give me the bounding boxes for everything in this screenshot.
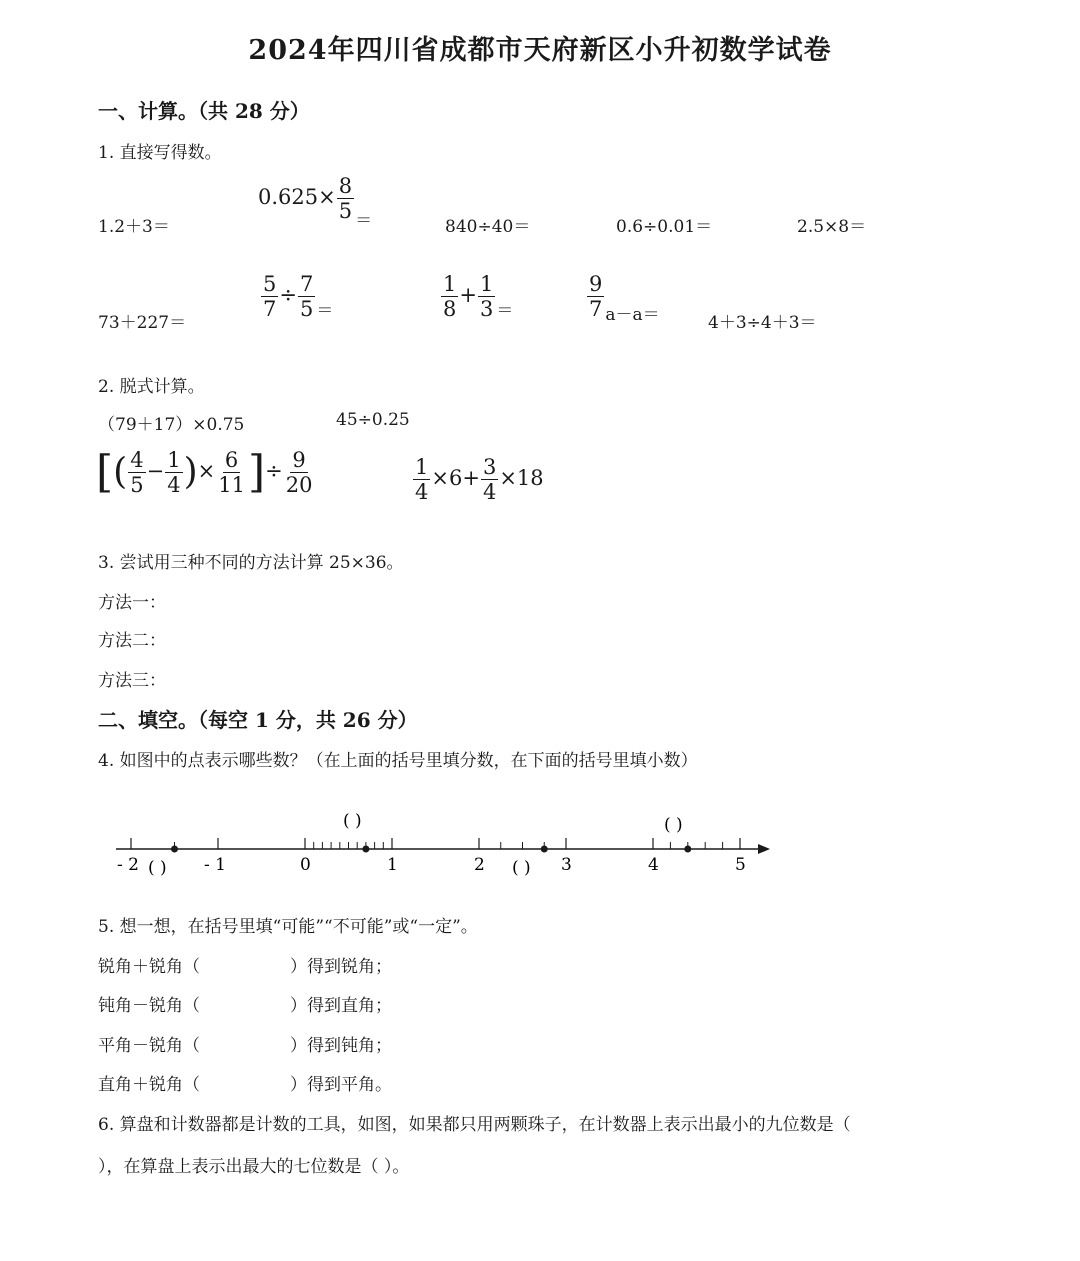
fraction: [481, 455, 498, 504]
number-line: [110, 800, 780, 890]
q5-line-4-right: ）得到平角。: [290, 1075, 392, 1095]
q1-expr-7-suffix: ＝: [316, 301, 334, 322]
q5-line-2-right: ）得到直角；: [290, 996, 392, 1016]
fraction: [413, 455, 430, 504]
fraction-denominator: 20: [285, 473, 313, 498]
fraction: [478, 272, 495, 321]
fraction-numerator: 9: [292, 448, 306, 472]
paren-open: (: [113, 451, 128, 493]
q2-expr-2: 45÷0.25: [336, 410, 410, 430]
fraction-numerator: 1: [443, 272, 457, 296]
operator: ÷: [279, 283, 297, 308]
paren-close: ): [183, 451, 198, 493]
q3-method-2: 方法二：: [98, 631, 166, 651]
q2-expr-4: [412, 455, 544, 504]
question-3-label: 3. 尝试用三种不同的方法计算 25×36。: [98, 553, 404, 573]
fraction-denominator: 4: [167, 473, 181, 498]
q1-expr-5: 2.5×8＝: [797, 217, 867, 237]
q1-expr-2: [258, 174, 372, 231]
operator: ×: [197, 459, 216, 484]
fraction-denominator: 4: [482, 480, 497, 505]
fraction-numerator: 8: [338, 174, 353, 198]
number-line-point: [171, 846, 178, 853]
fraction-numerator: 1: [167, 448, 181, 472]
q5-line-3-right: ）得到钝角；: [290, 1036, 392, 1056]
tick-label: 1: [387, 855, 398, 875]
question-2-label: 2. 脱式计算。: [98, 377, 205, 397]
fraction-denominator: 11: [218, 473, 245, 498]
q5-line-1-left: 锐角＋锐角（: [98, 957, 200, 977]
q2-expr-4-mid: ×6+: [431, 466, 480, 491]
tick-label: - 1: [204, 855, 226, 875]
operator: +: [459, 283, 477, 308]
fraction-denominator: 7: [589, 297, 603, 322]
fraction-denominator: 7: [263, 297, 277, 322]
operator: ÷: [265, 459, 283, 484]
q2-expr-1: （79＋17）×0.75: [98, 415, 245, 435]
bracket-open: [: [96, 446, 114, 498]
q5-line-4-left: 直角＋锐角（: [98, 1075, 200, 1095]
q5-line-1-right: ）得到锐角；: [290, 957, 392, 977]
fraction: [216, 448, 247, 497]
tick-label: 0: [300, 855, 311, 875]
blank-below-2: ( ): [512, 858, 531, 878]
number-line-point: [684, 846, 691, 853]
q1-expr-2-suffix: ＝: [355, 211, 373, 232]
fraction-numerator: 3: [482, 455, 497, 479]
bracket-close: ]: [247, 446, 266, 498]
q3-method-3: 方法三：: [98, 671, 166, 691]
q1-expr-10: 4＋3÷4＋3＝: [708, 313, 817, 333]
question-1-label: 1. 直接写得数。: [98, 143, 222, 163]
fraction: [284, 448, 315, 497]
question-6-line-2: ），在算盘上表示出最大的七位数是（ ）。: [98, 1157, 410, 1177]
fraction-numerator: 1: [415, 455, 429, 479]
section-2-heading: 二、填空。（每空 1 分，共 26 分）: [98, 708, 418, 732]
fraction-denominator: 4: [415, 480, 429, 505]
fraction: [441, 272, 458, 321]
fraction-denominator: 5: [338, 199, 353, 224]
fraction-denominator: 8: [443, 297, 457, 322]
tick-label: 5: [735, 855, 746, 875]
question-6-line-1: 6. 算盘和计数器都是计数的工具，如图，如果都只用两颗珠子，在计数器上表示出最小的九位数是（: [98, 1115, 851, 1135]
fraction-denominator: 5: [299, 297, 314, 322]
operator: −: [146, 459, 165, 484]
q1-expr-7: [260, 272, 333, 321]
blank-above-1: ( ): [343, 811, 362, 831]
q1-expr-2-prefix: 0.625×: [258, 185, 336, 210]
section-1-heading: 一、计算。（共 28 分）: [98, 99, 310, 123]
q2-expr-3: [96, 448, 315, 497]
fraction-numerator: 9: [589, 272, 603, 296]
number-line-point: [541, 846, 548, 853]
fraction: [128, 448, 145, 497]
tick-label: 3: [561, 855, 572, 875]
tick-label: 4: [648, 855, 659, 875]
number-line-point: [362, 846, 369, 853]
number-line-arrow: [758, 844, 770, 854]
fraction: [587, 272, 604, 321]
q5-line-2-left: 钝角－锐角（: [98, 996, 200, 1016]
blank-above-2: ( ): [664, 815, 683, 835]
page-title: 2024年四川省成都市天府新区小升初数学试卷: [248, 35, 832, 66]
fraction-numerator: 7: [299, 272, 314, 296]
q1-expr-2-fraction: [337, 174, 354, 223]
blank-below-1: ( ): [148, 858, 167, 878]
fraction-numerator: 1: [479, 272, 494, 296]
tick-label: 2: [474, 855, 485, 875]
q5-line-3-left: 平角－锐角（: [98, 1036, 200, 1056]
q1-expr-9: [586, 272, 660, 325]
q1-expr-3: 840÷40＝: [445, 217, 531, 237]
fraction: [261, 272, 278, 321]
q1-expr-9-suffix: a－a＝: [605, 305, 660, 326]
fraction-numerator: 4: [130, 448, 144, 472]
tick-label: - 2: [117, 855, 139, 875]
q1-expr-8: [440, 272, 513, 321]
q3-method-1: 方法一：: [98, 593, 166, 613]
q2-expr-4-tail: ×18: [499, 466, 544, 491]
question-5-label: 5. 想一想，在括号里填“可能”“不可能”或“一定”。: [98, 917, 478, 937]
fraction-denominator: 5: [130, 473, 144, 498]
q1-expr-1: 1.2＋3＝: [98, 217, 170, 237]
q1-expr-8-suffix: ＝: [496, 301, 514, 322]
fraction-denominator: 3: [479, 297, 494, 322]
question-4-label: 4. 如图中的点表示哪些数？（在上面的括号里填分数，在下面的括号里填小数）: [98, 751, 698, 771]
q1-expr-6: 73＋227＝: [98, 313, 187, 333]
fraction: [298, 272, 315, 321]
fraction-numerator: 6: [224, 448, 239, 472]
q1-expr-4: 0.6÷0.01＝: [616, 217, 713, 237]
fraction: [165, 448, 182, 497]
fraction-numerator: 5: [263, 272, 277, 296]
